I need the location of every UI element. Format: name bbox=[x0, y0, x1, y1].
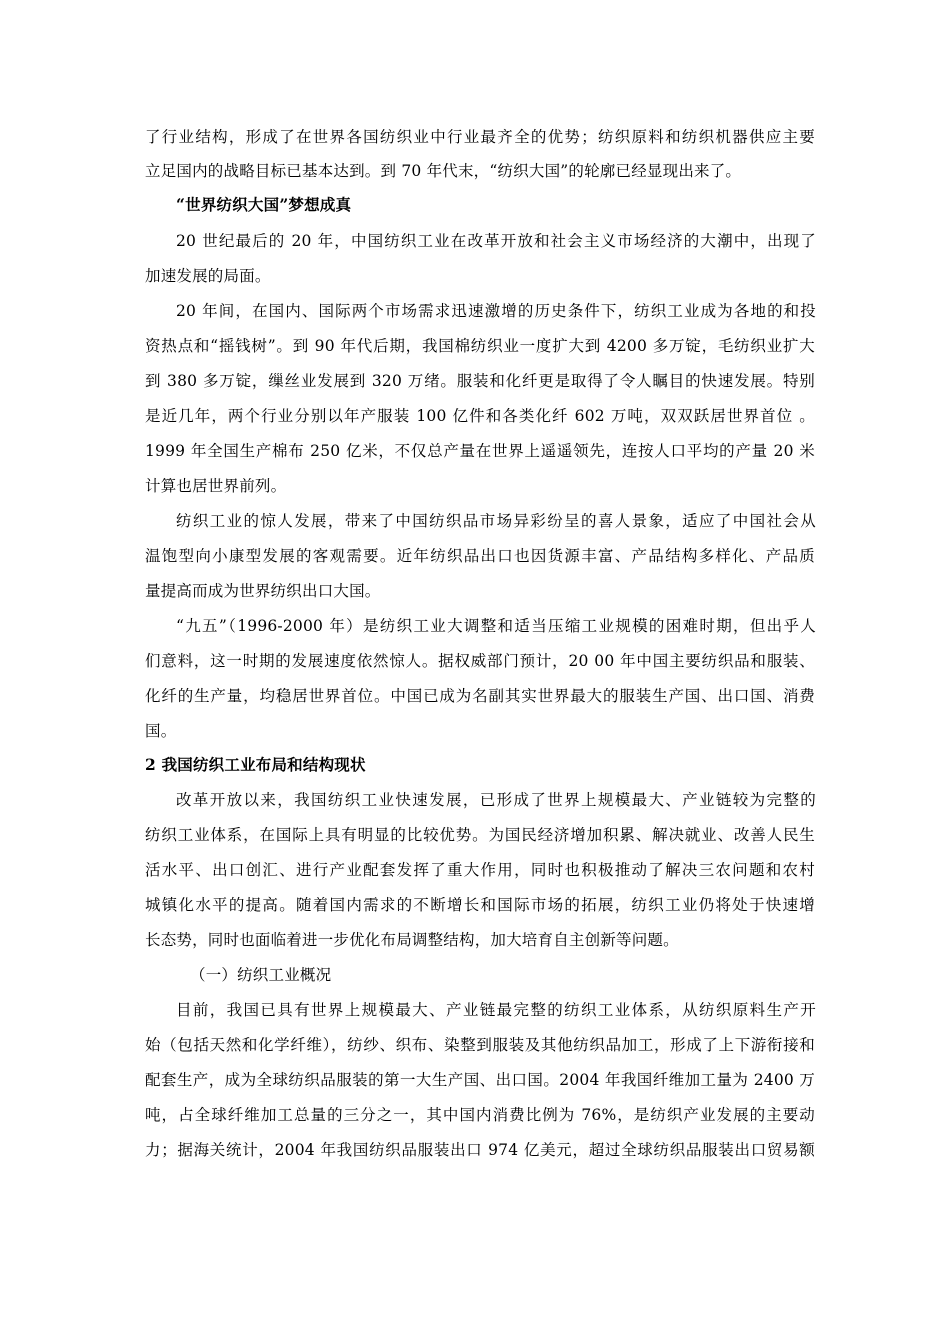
text-line: 立足国内的战略目标已基本达到。到 70 年代末，“纺织大国”的轮廓已经显现出来了。 bbox=[145, 162, 742, 180]
text-line: 资热点和“摇钱树”。到 90 年代后期，我国棉纺织业一度扩大到 4200 多万锭，毛纺织业扩大 bbox=[145, 337, 815, 355]
text-line: 吨，占全球纤维加工总量的三分之一，其中国内消费比例为 76%，是纺织产业发展的主要动 bbox=[145, 1106, 815, 1124]
text-line: 1999 年全国生产棉布 250 亿米，不仅总产量在世界上遥遥领先，连按人口平均的产量 20 米 bbox=[145, 442, 815, 460]
text-line: 改革开放以来，我国纺织工业快速发展，已形成了世界上规模最大、产业链较为完整的 bbox=[176, 791, 816, 809]
section-heading: “世界纺织大国”梦想成真 bbox=[176, 195, 352, 214]
text-line: 量提高而成为世界纺织出口大国。 bbox=[145, 582, 381, 600]
text-line: “九五”（1996-2000 年）是纺织工业大调整和适当压缩工业规模的困难时期，但出乎人 bbox=[176, 617, 816, 635]
text-line: 力；据海关统计，2004 年我国纺织品服装出口 974 亿美元，超过全球纺织品服装出口贸易额 bbox=[145, 1141, 815, 1159]
text-line: 到 380 多万锭，缫丝业发展到 320 万绪。服装和化纤更是取得了令人瞩目的快速发展。特别 bbox=[145, 372, 815, 390]
text-line: 20 世纪最后的 20 年，中国纺织工业在改革开放和社会主义市场经济的大潮中，出现了 bbox=[176, 232, 816, 250]
text-line: 目前，我国已具有世界上规模最大、产业链最完整的纺织工业体系，从纺织原料生产开 bbox=[176, 1001, 816, 1019]
text-line: 国。 bbox=[145, 722, 177, 740]
section-heading: 2 我国纺织工业布局和结构现状 bbox=[145, 755, 366, 774]
text-line: 始（包括天然和化学纤维），纺纱、织布、染整到服装及其他纺织品加工，形成了上下游衔接和 bbox=[145, 1036, 815, 1054]
text-line: 长态势，同时也面临着进一步优化布局调整结构，加大培育自主创新等问题。 bbox=[145, 931, 679, 949]
text-line: 了行业结构，形成了在世界各国纺织业中行业最齐全的优势；纺织原料和纺织机器供应主要 bbox=[145, 128, 815, 146]
text-line: 们意料，这一时期的发展速度依然惊人。据权威部门预计，20 00 年中国主要纺织品和服装、 bbox=[145, 652, 815, 670]
text-line: 是近几年，两个行业分别以年产服装 100 亿件和各类化纤 602 万吨，双双跃居世界首位 。 bbox=[145, 407, 815, 425]
text-line: 温饱型向小康型发展的客观需要。近年纺织品出口也因货源丰富、产品结构多样化、产品质 bbox=[145, 547, 815, 565]
text-line: 纺织工业体系，在国际上具有明显的比较优势。为国民经济增加积累、解决就业、改善人民生 bbox=[145, 826, 815, 844]
subsection-heading: （一）纺织工业概况 bbox=[190, 966, 332, 984]
text-line: 加速发展的局面。 bbox=[145, 267, 271, 285]
text-line: 城镇化水平的提高。随着国内需求的不断增长和国际市场的拓展，纺织工业仍将处于快速增 bbox=[145, 896, 815, 914]
text-line: 活水平、出口创汇、进行产业配套发挥了重大作用，同时也积极推动了解决三农问题和农村 bbox=[145, 861, 815, 879]
text-line: 20 年间，在国内、国际两个市场需求迅速激增的历史条件下，纺织工业成为各地的和投 bbox=[176, 302, 816, 320]
text-line: 纺织工业的惊人发展，带来了中国纺织品市场异彩纷呈的喜人景象，适应了中国社会从 bbox=[176, 512, 816, 530]
text-line: 计算也居世界前列。 bbox=[145, 477, 287, 495]
text-line: 化纤的生产量，均稳居世界首位。中国已成为名副其实世界最大的服装生产国、出口国、消费 bbox=[145, 687, 815, 705]
text-line: 配套生产，成为全球纺织品服装的第一大生产国、出口国。2004 年我国纤维加工量为 2400 万 bbox=[145, 1071, 815, 1089]
